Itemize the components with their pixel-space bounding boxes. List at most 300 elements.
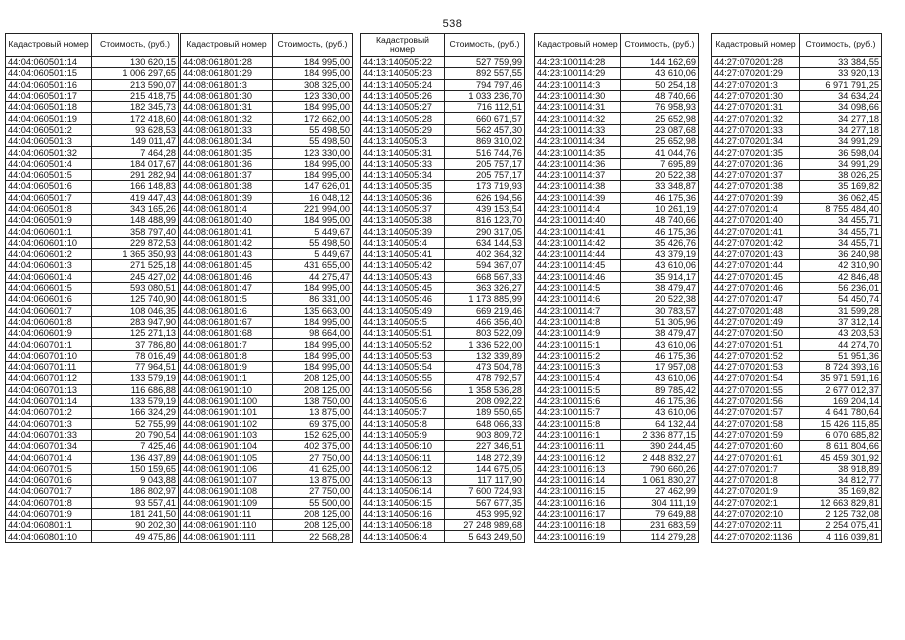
cadastral-number-cell: 44:13:140506:10 — [361, 441, 445, 452]
cadastral-number-cell: 44:27:070201:35 — [712, 147, 800, 158]
cost-cell: 803 522,09 — [445, 328, 525, 339]
cadastral-number-cell: 44:04:060501:7 — [6, 192, 92, 203]
cadastral-number-cell: 44:08:061901:11 — [181, 508, 273, 519]
cadastral-number-cell: 44:27:070201:51 — [712, 339, 800, 350]
cost-cell: 41 044,76 — [621, 147, 699, 158]
cost-cell: 184 995,00 — [273, 316, 353, 327]
table-row — [535, 181, 699, 192]
cost-cell: 1 006 297,65 — [92, 68, 179, 79]
cadastral-number-cell: 44:08:061801:32 — [181, 113, 273, 124]
cadastral-number-cell: 44:04:060501:8 — [6, 203, 92, 214]
cost-cell: 34 455,71 — [800, 215, 882, 226]
cadastral-number-cell: 44:08:061801:6 — [181, 305, 273, 316]
cadastral-number-cell: 44:23:100116:13 — [535, 463, 621, 474]
cost-cell: 227 346,51 — [445, 441, 525, 452]
cadastral-number-cell: 44:23:100114:36 — [535, 158, 621, 169]
cadastral-number-cell: 44:04:060501:14 — [6, 57, 92, 68]
cost-cell: 48 740,66 — [621, 215, 699, 226]
table-row — [535, 316, 699, 327]
table-row — [361, 373, 525, 384]
cost-cell: 184 995,00 — [273, 68, 353, 79]
cadastral-number-cell: 44:08:061801:34 — [181, 136, 273, 147]
cost-cell: 390 244,45 — [621, 441, 699, 452]
cadastral-number-cell: 44:08:061801:67 — [181, 316, 273, 327]
cost-cell: 130 620,15 — [92, 57, 179, 68]
cost-cell: 231 683,59 — [621, 520, 699, 531]
table-row — [361, 260, 525, 271]
cadastral-number-cell: 44:23:100114:32 — [535, 113, 621, 124]
cost-cell: 45 459 301,92 — [800, 452, 882, 463]
cadastral-number-cell: 44:04:060701:3 — [6, 418, 92, 429]
cadastral-number-cell: 44:13:140505:8 — [361, 418, 445, 429]
cadastral-number-cell: 44:27:070201:34 — [712, 136, 800, 147]
cadastral-number-cell: 44:27:070201:58 — [712, 418, 800, 429]
table-row — [535, 418, 699, 429]
cost-cell: 221 994,00 — [273, 203, 353, 214]
cost-cell: 135 663,00 — [273, 305, 353, 316]
cost-cell: 10 261,19 — [621, 203, 699, 214]
table-row — [535, 147, 699, 158]
cost-cell: 2 336 877,15 — [621, 429, 699, 440]
cadastral-number-cell: 44:08:061901:1 — [181, 373, 273, 384]
cost-cell: 634 144,53 — [445, 237, 525, 248]
cadastral-number-cell: 44:23:100116:16 — [535, 497, 621, 508]
cadastral-number-cell: 44:23:100114:35 — [535, 147, 621, 158]
table-row — [535, 192, 699, 203]
cadastral-number-cell: 44:27:070201:39 — [712, 192, 800, 203]
cost-cell: 184 995,00 — [273, 282, 353, 293]
cost-cell: 69 375,00 — [273, 418, 353, 429]
cost-cell: 478 792,57 — [445, 373, 525, 384]
table-row — [6, 350, 179, 361]
table-row — [712, 373, 882, 384]
table-row — [712, 339, 882, 350]
cadastral-number-cell: 44:23:100115:7 — [535, 407, 621, 418]
table-row — [361, 350, 525, 361]
table-row — [181, 169, 353, 180]
cost-cell: 25 652,98 — [621, 136, 699, 147]
cadastral-number-cell: 44:04:060501:6 — [6, 181, 92, 192]
cadastral-number-cell: 44:04:060601:10 — [6, 237, 92, 248]
table-row — [6, 486, 179, 497]
table-row — [181, 328, 353, 339]
cadastral-number-cell: 44:08:061801:40 — [181, 215, 273, 226]
table-row — [6, 520, 179, 531]
cadastral-number-cell: 44:04:060701:2 — [6, 407, 92, 418]
cost-cell: 30 783,57 — [621, 305, 699, 316]
table-row — [6, 260, 179, 271]
table-row — [361, 429, 525, 440]
cost-cell: 108 046,35 — [92, 305, 179, 316]
table-row — [181, 271, 353, 282]
cost-cell: 93 557,41 — [92, 497, 179, 508]
cost-cell: 50 254,18 — [621, 79, 699, 90]
table-row — [535, 79, 699, 90]
table-row — [712, 192, 882, 203]
table-row — [712, 350, 882, 361]
table-row — [535, 249, 699, 260]
cost-cell: 89 785,42 — [621, 384, 699, 395]
cadastral-table-1 — [5, 33, 179, 543]
cost-cell: 1 336 522,00 — [445, 339, 525, 350]
cost-cell: 7 425,46 — [92, 441, 179, 452]
cost-cell: 208 125,00 — [273, 508, 353, 519]
cadastral-number-cell: 44:13:140505:53 — [361, 350, 445, 361]
cadastral-number-cell: 44:04:060701:34 — [6, 441, 92, 452]
cost-cell: 27 750,00 — [273, 486, 353, 497]
cost-cell: 402 364,32 — [445, 249, 525, 260]
table-row — [361, 508, 525, 519]
cadastral-number-cell: 44:27:070201:57 — [712, 407, 800, 418]
cadastral-number-cell: 44:08:061901:105 — [181, 452, 273, 463]
cost-cell: 86 331,00 — [273, 294, 353, 305]
table-row — [6, 181, 179, 192]
cost-cell: 2 677 012,37 — [800, 384, 882, 395]
cost-cell: 20 522,38 — [621, 169, 699, 180]
cost-cell: 431 655,00 — [273, 260, 353, 271]
cadastral-number-cell: 44:13:140505:6 — [361, 395, 445, 406]
table-row — [361, 192, 525, 203]
table-row — [181, 452, 353, 463]
cadastral-number-cell: 44:23:100114:8 — [535, 316, 621, 327]
cadastral-number-cell: 44:04:060701:33 — [6, 429, 92, 440]
cadastral-number-cell: 44:27:070201:38 — [712, 181, 800, 192]
cadastral-number-cell: 44:13:140506:14 — [361, 486, 445, 497]
cost-cell: 5 643 249,50 — [445, 531, 525, 542]
table-row — [712, 531, 882, 542]
cadastral-number-cell: 44:27:070201:40 — [712, 215, 800, 226]
table-row — [712, 316, 882, 327]
cadastral-number-cell: 44:04:060601:2 — [6, 249, 92, 260]
cost-cell: 169 204,14 — [800, 395, 882, 406]
table-row — [6, 90, 179, 101]
cadastral-number-cell: 44:27:070201:55 — [712, 384, 800, 395]
cadastral-number-cell: 44:23:100115:4 — [535, 373, 621, 384]
cadastral-number-cell: 44:13:140505:3 — [361, 136, 445, 147]
table-row — [361, 136, 525, 147]
cadastral-number-cell: 44:23:100114:42 — [535, 237, 621, 248]
table-row — [712, 124, 882, 135]
cost-cell: 51 305,96 — [621, 316, 699, 327]
cadastral-number-cell: 44:27:070201:46 — [712, 282, 800, 293]
cadastral-number-cell: 44:13:140505:29 — [361, 124, 445, 135]
cadastral-number-cell: 44:13:140505:49 — [361, 305, 445, 316]
column-header-cost: Стоимость, (руб.) — [92, 34, 179, 57]
cadastral-number-cell: 44:04:060701:10 — [6, 350, 92, 361]
table-row — [361, 418, 525, 429]
cadastral-number-cell: 44:27:070201:33 — [712, 124, 800, 135]
cadastral-number-cell: 44:13:140506:11 — [361, 452, 445, 463]
cadastral-number-cell: 44:27:070202:10 — [712, 508, 800, 519]
cost-cell: 36 598,04 — [800, 147, 882, 158]
cost-cell: 648 066,33 — [445, 418, 525, 429]
table-row — [6, 452, 179, 463]
cost-cell: 2 448 832,27 — [621, 452, 699, 463]
cadastral-number-cell: 44:13:140505:42 — [361, 260, 445, 271]
cost-cell: 125 740,90 — [92, 294, 179, 305]
table-row — [535, 294, 699, 305]
cost-cell: 133 579,19 — [92, 373, 179, 384]
cost-cell: 152 625,00 — [273, 429, 353, 440]
table-row — [6, 249, 179, 260]
cost-cell: 816 123,70 — [445, 215, 525, 226]
table-row — [361, 520, 525, 531]
cadastral-number-cell: 44:04:060501:15 — [6, 68, 92, 79]
cost-cell: 56 236,01 — [800, 282, 882, 293]
cadastral-number-cell: 44:13:140506:18 — [361, 520, 445, 531]
table-row — [535, 339, 699, 350]
cadastral-number-cell: 44:08:061801:35 — [181, 147, 273, 158]
cost-cell: 20 790,54 — [92, 429, 179, 440]
cost-cell: 34 098,66 — [800, 102, 882, 113]
cost-cell: 290 317,05 — [445, 226, 525, 237]
table-row — [535, 237, 699, 248]
table-row — [181, 136, 353, 147]
cadastral-number-cell: 44:27:070201:29 — [712, 68, 800, 79]
cost-cell: 147 626,01 — [273, 181, 353, 192]
cadastral-number-cell: 44:08:061801:39 — [181, 192, 273, 203]
cost-cell: 5 449,67 — [273, 249, 353, 260]
column-header-cost: Стоимость, (руб.) — [800, 34, 882, 57]
cost-cell: 2 254 075,41 — [800, 520, 882, 531]
cost-cell: 34 455,71 — [800, 226, 882, 237]
table-row — [361, 271, 525, 282]
column-header-cadastral: Кадастровый номер — [712, 34, 800, 57]
cost-cell: 46 175,36 — [621, 226, 699, 237]
table-row — [535, 531, 699, 542]
cadastral-number-cell: 44:08:061801:45 — [181, 260, 273, 271]
table-row — [535, 463, 699, 474]
cadastral-number-cell: 44:27:070201:50 — [712, 328, 800, 339]
cadastral-number-cell: 44:08:061901:100 — [181, 395, 273, 406]
cost-cell: 46 175,36 — [621, 350, 699, 361]
cadastral-number-cell: 44:13:140505:52 — [361, 339, 445, 350]
cadastral-number-cell: 44:13:140505:7 — [361, 407, 445, 418]
table-row — [181, 68, 353, 79]
cost-cell: 6 070 685,82 — [800, 429, 882, 440]
cadastral-number-cell: 44:08:061801:29 — [181, 68, 273, 79]
cadastral-number-cell: 44:23:100115:3 — [535, 362, 621, 373]
cadastral-number-cell: 44:04:060501:2 — [6, 124, 92, 135]
cost-cell: 668 567,33 — [445, 271, 525, 282]
cost-cell: 8 755 484,40 — [800, 203, 882, 214]
cost-cell: 149 011,47 — [92, 136, 179, 147]
cadastral-number-cell: 44:23:100114:6 — [535, 294, 621, 305]
table-row — [181, 362, 353, 373]
cost-cell: 473 504,78 — [445, 362, 525, 373]
cadastral-table-5 — [711, 33, 882, 543]
cost-cell: 34 277,18 — [800, 124, 882, 135]
cadastral-number-cell: 44:04:060601:4 — [6, 271, 92, 282]
cost-cell: 13 875,00 — [273, 407, 353, 418]
table-row — [6, 441, 179, 452]
cost-cell: 35 914,17 — [621, 271, 699, 282]
cost-cell: 44 275,47 — [273, 271, 353, 282]
cost-cell: 184 017,67 — [92, 158, 179, 169]
table-row — [181, 181, 353, 192]
cadastral-number-cell: 44:27:070201:49 — [712, 316, 800, 327]
cost-cell: 343 165,26 — [92, 203, 179, 214]
table-row — [181, 124, 353, 135]
cadastral-number-cell: 44:27:070201:48 — [712, 305, 800, 316]
cadastral-number-cell: 44:04:060501:4 — [6, 158, 92, 169]
cost-cell: 593 080,51 — [92, 282, 179, 293]
cost-cell: 166 324,29 — [92, 407, 179, 418]
cadastral-number-cell: 44:04:060701:14 — [6, 395, 92, 406]
cadastral-number-cell: 44:04:060501:18 — [6, 102, 92, 113]
cadastral-table-3 — [360, 33, 525, 543]
table-row — [535, 68, 699, 79]
cadastral-number-cell: 44:23:100114:3 — [535, 79, 621, 90]
table-row — [6, 362, 179, 373]
table-row — [712, 169, 882, 180]
table-row — [6, 57, 179, 68]
table-row — [535, 305, 699, 316]
cost-cell: 52 755,99 — [92, 418, 179, 429]
cadastral-number-cell: 44:13:140505:9 — [361, 429, 445, 440]
cadastral-number-cell: 44:27:070201:45 — [712, 271, 800, 282]
cadastral-number-cell: 44:08:061801:42 — [181, 237, 273, 248]
cadastral-number-cell: 44:27:070201:41 — [712, 226, 800, 237]
cost-cell: 869 310,02 — [445, 136, 525, 147]
cost-cell: 38 918,89 — [800, 463, 882, 474]
table-row — [6, 68, 179, 79]
cadastral-number-cell: 44:04:060501:32 — [6, 147, 92, 158]
cost-cell: 33 348,87 — [621, 181, 699, 192]
table-row — [6, 418, 179, 429]
cadastral-number-cell: 44:13:140505:43 — [361, 271, 445, 282]
cadastral-number-cell: 44:23:100114:41 — [535, 226, 621, 237]
cost-cell: 229 872,53 — [92, 237, 179, 248]
cadastral-number-cell: 44:23:100114:37 — [535, 169, 621, 180]
cadastral-number-cell: 44:27:070202:11 — [712, 520, 800, 531]
cost-cell: 55 500,00 — [273, 497, 353, 508]
cadastral-number-cell: 44:27:070201:60 — [712, 441, 800, 452]
cadastral-number-cell: 44:27:070201:52 — [712, 350, 800, 361]
cadastral-number-cell: 44:13:140506:12 — [361, 463, 445, 474]
cadastral-number-cell: 44:23:100114:39 — [535, 192, 621, 203]
table-row — [712, 215, 882, 226]
cadastral-number-cell: 44:08:061801:47 — [181, 282, 273, 293]
table-row — [6, 497, 179, 508]
table-row — [181, 192, 353, 203]
cost-cell: 38 479,47 — [621, 282, 699, 293]
cadastral-number-cell: 44:23:100114:29 — [535, 68, 621, 79]
cost-cell: 123 330,00 — [273, 147, 353, 158]
table-row — [361, 68, 525, 79]
table-row — [361, 215, 525, 226]
cost-cell: 33 384,55 — [800, 57, 882, 68]
cost-cell: 1 358 536,28 — [445, 384, 525, 395]
cadastral-number-cell: 44:13:140506:4 — [361, 531, 445, 542]
table-row — [181, 531, 353, 542]
table-row — [535, 452, 699, 463]
cadastral-number-cell: 44:23:100116:15 — [535, 486, 621, 497]
cost-cell: 184 995,00 — [273, 215, 353, 226]
table-row — [6, 169, 179, 180]
cadastral-number-cell: 44:13:140505:4 — [361, 237, 445, 248]
cost-cell: 189 550,65 — [445, 407, 525, 418]
cadastral-number-cell: 44:08:061801:9 — [181, 362, 273, 373]
cost-cell: 402 375,00 — [273, 441, 353, 452]
cadastral-number-cell: 44:08:061801:46 — [181, 271, 273, 282]
cost-cell: 291 282,94 — [92, 169, 179, 180]
cost-cell: 44 274,70 — [800, 339, 882, 350]
table-row — [361, 452, 525, 463]
cost-cell: 245 427,02 — [92, 271, 179, 282]
table-row — [712, 181, 882, 192]
cost-cell: 144 162,69 — [621, 57, 699, 68]
cost-cell: 93 628,53 — [92, 124, 179, 135]
cadastral-number-cell: 44:13:140505:26 — [361, 90, 445, 101]
cost-cell: 184 995,00 — [273, 169, 353, 180]
table-row — [181, 463, 353, 474]
column-header-cadastral: Кадастровый номер — [6, 34, 92, 57]
table-row — [535, 508, 699, 519]
cost-cell: 43 379,19 — [621, 249, 699, 260]
table-row — [712, 452, 882, 463]
cost-cell: 138 750,00 — [273, 395, 353, 406]
table-row — [535, 271, 699, 282]
table-row — [361, 328, 525, 339]
cadastral-number-cell: 44:08:061801:37 — [181, 169, 273, 180]
table-row — [181, 497, 353, 508]
table-row — [712, 384, 882, 395]
cost-cell: 51 951,36 — [800, 350, 882, 361]
cost-cell: 98 664,00 — [273, 328, 353, 339]
table-row — [712, 362, 882, 373]
table-row — [712, 328, 882, 339]
cadastral-number-cell: 44:13:140505:33 — [361, 158, 445, 169]
table-row — [712, 90, 882, 101]
cost-cell: 13 875,00 — [273, 474, 353, 485]
cadastral-number-cell: 44:04:060801:1 — [6, 520, 92, 531]
cost-cell: 90 202,30 — [92, 520, 179, 531]
cadastral-number-cell: 44:23:100114:40 — [535, 215, 621, 226]
cadastral-number-cell: 44:08:061801:41 — [181, 226, 273, 237]
table-row — [181, 474, 353, 485]
cadastral-number-cell: 44:04:060501:19 — [6, 113, 92, 124]
cadastral-number-cell: 44:08:061801:33 — [181, 124, 273, 135]
table-row — [361, 474, 525, 485]
table-row — [712, 294, 882, 305]
cost-cell: 892 557,55 — [445, 68, 525, 79]
cadastral-number-cell: 44:13:140505:46 — [361, 294, 445, 305]
table-row — [181, 350, 353, 361]
cost-cell: 213 590,07 — [92, 79, 179, 90]
cost-cell: 567 677,35 — [445, 497, 525, 508]
cadastral-number-cell: 44:23:100114:9 — [535, 328, 621, 339]
cost-cell: 34 455,71 — [800, 237, 882, 248]
cost-cell: 363 326,27 — [445, 282, 525, 293]
table-row — [181, 441, 353, 452]
cost-cell: 37 312,14 — [800, 316, 882, 327]
cost-cell: 182 345,73 — [92, 102, 179, 113]
cost-cell: 37 786,80 — [92, 339, 179, 350]
table-row — [181, 147, 353, 158]
table-row — [535, 497, 699, 508]
cadastral-number-cell: 44:27:070201:37 — [712, 169, 800, 180]
cadastral-number-cell: 44:08:061901:107 — [181, 474, 273, 485]
table-row — [361, 294, 525, 305]
cadastral-number-cell: 44:23:100116:17 — [535, 508, 621, 519]
table-row — [712, 158, 882, 169]
table-row — [181, 294, 353, 305]
cadastral-number-cell: 44:27:070201:32 — [712, 113, 800, 124]
table-row — [361, 226, 525, 237]
table-row — [535, 169, 699, 180]
cost-cell: 36 062,45 — [800, 192, 882, 203]
